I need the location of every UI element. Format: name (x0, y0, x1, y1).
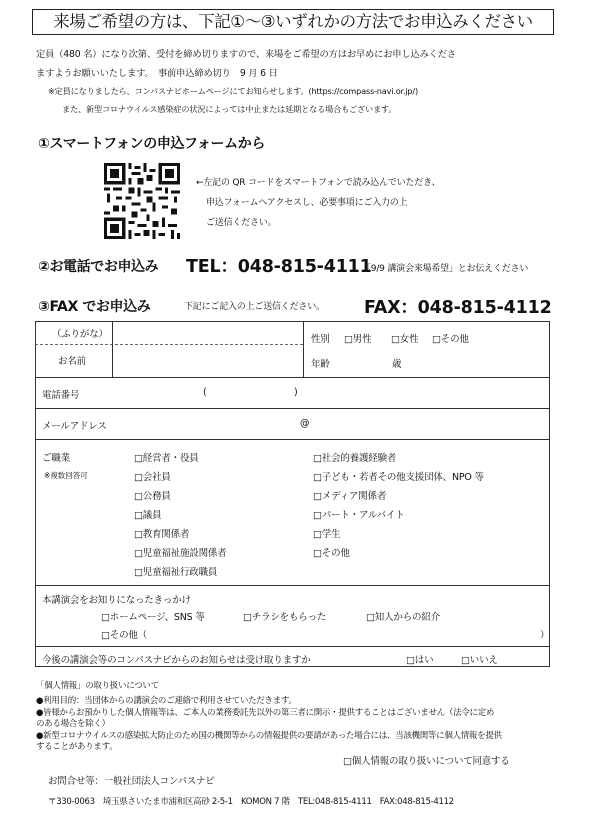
occupation-welfare-facility-checkbox[interactable]: □ 児童福祉施設関係者 (134, 545, 226, 559)
method1-line-1: ←左記の QR コードをスマートフォンで読み込んでいただき、 (196, 178, 441, 188)
future-no-checkbox[interactable]: □ いいえ (461, 652, 498, 666)
name-field[interactable] (113, 346, 302, 376)
source-flyer-checkbox[interactable]: □ チラシをもらった (243, 609, 326, 623)
method1-line-3: ご送信ください。 (206, 218, 277, 228)
intro-note-2: また、新型コロナウイルス感染症の状況によっては中止または延期となる場合もございます。 (62, 104, 397, 114)
occupation-legislator-checkbox[interactable]: □ 議員 (134, 507, 161, 521)
gender-female-checkbox[interactable]: □ 女性 (391, 331, 418, 345)
privacy-bullet-2a: ●皆様からお預かりした個人情報等は、ご本人の業務委託先以外の第三者に開示・提供することはございません（法令に定め (36, 708, 495, 718)
fax-number[interactable]: FAX：048-815-4112 (364, 298, 552, 318)
phone-label: 電話番号 (42, 390, 80, 401)
source-label: 本講演会をお知りになったきっかけ (42, 595, 191, 606)
occupation-note: ※複数回答可 (44, 471, 88, 480)
occupation-student-checkbox[interactable]: □ 学生 (313, 526, 340, 540)
name-label: お名前 (58, 356, 86, 367)
method2-note: 「9/9 講演会来場希望」とお伝えください (362, 264, 529, 274)
address-line: 〒330-0063 埼玉県さいたま市浦和区高砂 2-5-1 KOMON 7 階 TEL:048-815-4111 FAX:048-815-4112 (48, 797, 454, 807)
privacy-bullet-3a: ●新型コロナウイルスの感染拡大防止のため国の機関等からの情報提供の要請があった場合には、当該機関等に個人情報を提供 (36, 731, 502, 741)
email-label: メールアドレス (42, 421, 107, 432)
gender-label: 性別 (311, 334, 330, 345)
method3-heading: ③FAX でお申込み (38, 299, 151, 315)
intro-line-2: ますようお願いいたします。 事前申込締め切り 9 月 6 日 (36, 68, 278, 79)
future-yes-checkbox[interactable]: □ はい (406, 652, 433, 666)
source-other-close: ） (540, 630, 550, 641)
phone-paren-close: ) (294, 387, 298, 398)
occupation-label: ご職業 (42, 453, 70, 464)
method2-heading: ②お電話でお申込み (38, 259, 159, 275)
occupation-media-checkbox[interactable]: □ メディア関係者 (313, 488, 386, 502)
future-label: 今後の講演会等のコンパスナビからのお知らせは受け取りますか (42, 655, 311, 666)
contact-line: お問合せ等：一般社団法人コンパスナビ (48, 776, 215, 787)
gender-other-checkbox[interactable]: □ その他 (432, 331, 469, 345)
occupation-part-time-checkbox[interactable]: □ パート・アルバイト (313, 507, 404, 521)
gender-male-checkbox[interactable]: □ 男性 (344, 331, 371, 345)
occupation-executive-checkbox[interactable]: □ 経営者・役員 (134, 450, 199, 464)
method1-line-2: 申込フォームへアクセスし、必要事項にご入力の上 (206, 198, 408, 208)
privacy-bullet-3b: することがあります。 (36, 742, 118, 752)
privacy-bullet-2b: のある場合を除く） (36, 719, 110, 729)
method3-note: 下記にご記入の上ご送信ください。 (184, 302, 325, 312)
age-label: 年齢 (311, 359, 330, 370)
phone-number[interactable]: TEL：048-815-4111 (186, 257, 372, 277)
furigana-label: （ふりがな） (52, 329, 108, 340)
source-friend-checkbox[interactable]: □ 知人からの紹介 (366, 609, 440, 623)
qr-code[interactable] (104, 163, 180, 239)
email-at: @ (300, 418, 310, 429)
occupation-npo-checkbox[interactable]: □ 子ども・若者その他支援団体、NPO 等 (313, 469, 484, 483)
occupation-care-experience-checkbox[interactable]: □ 社会的養護経験者 (313, 450, 396, 464)
intro-note-1: ※定員になりましたら、コンパスナビホームページにてお知らせします。(https://compass-navi.or.jp/) (48, 86, 418, 96)
source-homepage-checkbox[interactable]: □ ホームページ、SNS 等 (101, 609, 205, 623)
occupation-education-checkbox[interactable]: □ 教育関係者 (134, 526, 189, 540)
privacy-agree-checkbox[interactable]: □ 個人情報の取り扱いについて同意する (343, 753, 510, 767)
age-unit: 歳 (392, 359, 402, 370)
source-other-checkbox[interactable]: □ その他（ (101, 627, 147, 641)
occupation-employee-checkbox[interactable]: □ 会社員 (134, 469, 171, 483)
privacy-title: 「個人情報」の取り扱いについて (36, 681, 159, 691)
intro-line-1: 定員（480 名）になり次第、受付を締め切りますので、来場をご希望の方はお早めにお申し込みくださ (36, 49, 456, 60)
furigana-field[interactable] (113, 322, 302, 343)
occupation-civil-servant-checkbox[interactable]: □ 公務員 (134, 488, 171, 502)
occupation-welfare-admin-checkbox[interactable]: □ 児童福祉行政職員 (134, 564, 217, 578)
method1-heading: ①スマートフォンの申込フォームから (38, 136, 265, 152)
page-title: 来場ご希望の方は、下記①～③いずれかの方法でお申込みください (32, 9, 554, 35)
privacy-bullet-1: ●利用目的：当団体からの講演会のご連絡で利用させていただきます。 (36, 696, 297, 706)
phone-paren-open: ( (203, 387, 207, 398)
occupation-other-checkbox[interactable]: □ その他 (313, 545, 350, 559)
